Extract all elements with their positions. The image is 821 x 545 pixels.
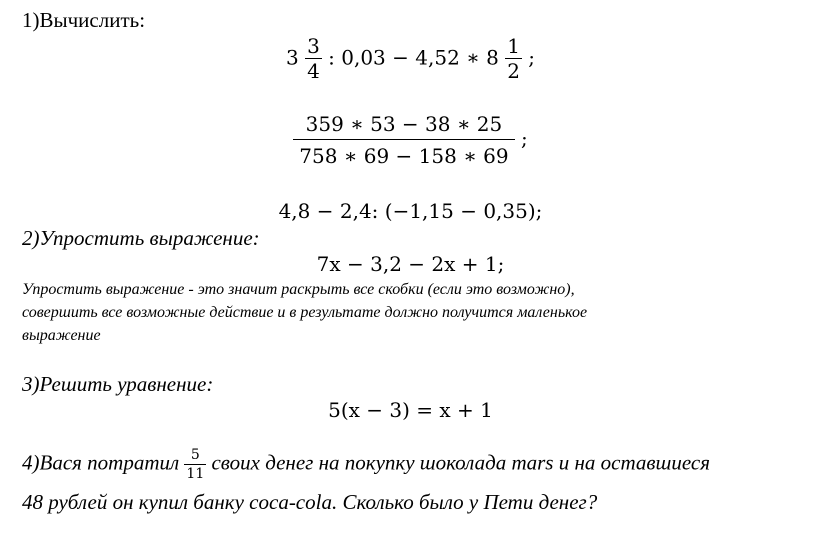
big-fraction-numerator: 359 ∗ 53 − 38 ∗ 25: [293, 112, 514, 140]
task1-expression-2: [0, 112, 821, 168]
big-fraction: [293, 112, 514, 168]
task1-heading: 1)Вычислить:: [22, 8, 146, 32]
task4-line-2: 48 рублей он купил банку coca-cola. Сколько было у Пети денег?: [22, 490, 598, 514]
mixed-whole: 3: [285, 45, 299, 70]
fraction-denominator: 4: [307, 59, 320, 83]
expr2-tail: ;: [520, 126, 528, 151]
task3-heading: 3)Решить уравнение:: [22, 372, 214, 396]
task2-note-line-1: Упростить выражение - это значит раскрыть все скобки (если это возможно),: [22, 281, 575, 298]
task2-note-line-2: совершить все возможные действие и в результате должно получится маленькое: [22, 304, 588, 321]
task4-end-text: своих денег на покупку шоколада mars и на оставшиеся: [211, 450, 710, 475]
fraction-1-2: [505, 36, 522, 82]
fraction-numerator: 5: [184, 448, 206, 465]
task2-note-line-3: выражение: [22, 327, 101, 344]
fraction-3-4: [305, 36, 322, 82]
task2-heading: 2)Упростить выражение:: [22, 226, 260, 250]
fraction-numerator: 3: [307, 34, 320, 58]
expr1-tail: ;: [528, 45, 536, 70]
task1-expression-1: [0, 36, 821, 82]
task4-line-1: [22, 448, 710, 481]
task3-equation: 5(x − 3) = x + 1: [328, 398, 493, 422]
fraction-denominator: 2: [507, 59, 520, 83]
big-fraction-denominator: 758 ∗ 69 − 158 ∗ 69: [299, 144, 509, 168]
task1-expression-3: 4,8 − 2,4: (−1,15 − 0,35);: [278, 199, 543, 223]
fraction-5-11: [184, 448, 206, 481]
expr1-middle: : 0,03 − 4,52 ∗ 8: [328, 45, 499, 70]
fraction-denominator: 11: [186, 465, 205, 482]
task2-expression: 7x − 3,2 − 2x + 1;: [316, 252, 505, 276]
task4-start-text: 4)Вася потратил: [22, 450, 180, 475]
fraction-numerator: 1: [507, 34, 520, 58]
